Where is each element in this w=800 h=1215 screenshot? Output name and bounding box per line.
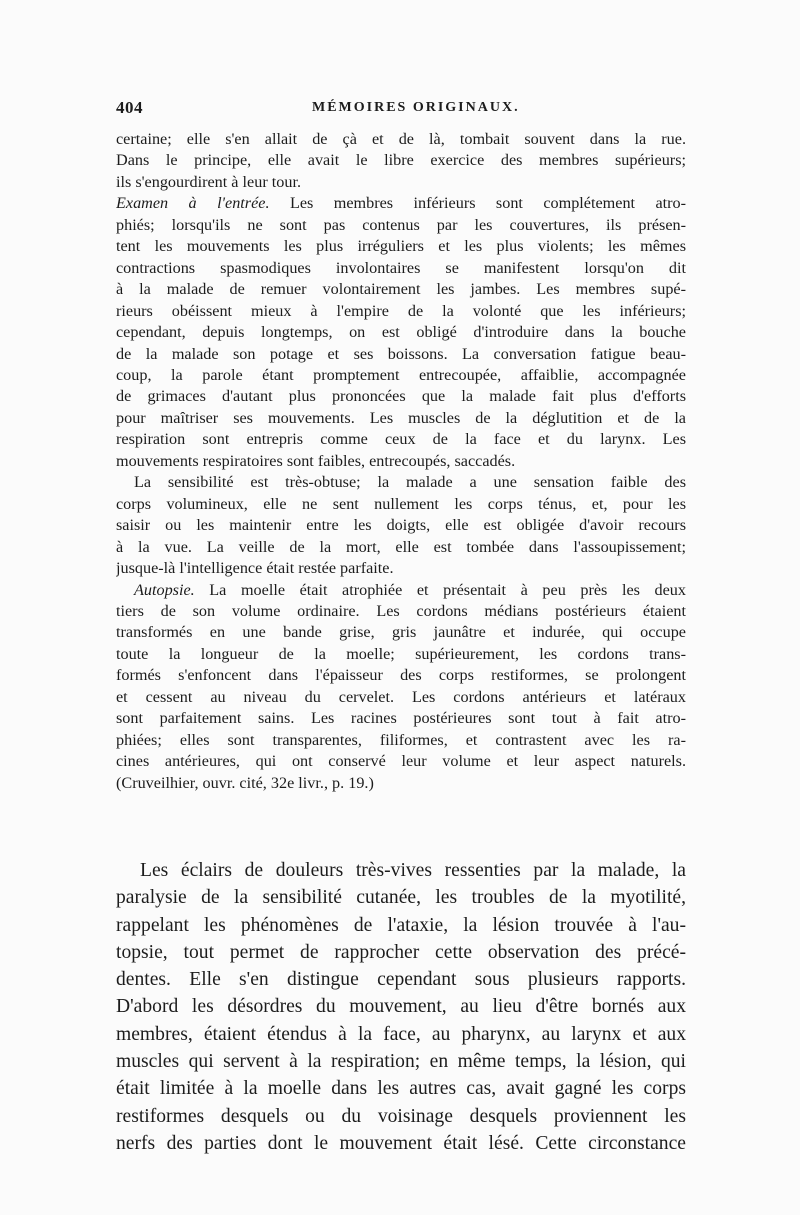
text-line-content: et cessent au niveau du cervelet. Les cordons antérieurs et latéraux (116, 687, 686, 706)
text-line-content: respiration sont entrepris comme ceux de la face et du larynx. Les (116, 430, 686, 449)
text-line-content: sont parfaitement sains. Les racines postérieures sont tout à fait atro- (116, 709, 686, 728)
text-line-content: était limitée à la moelle dans les autres cas, avait gagné les corps (116, 1078, 686, 1100)
text-line-content: rieurs obéissent mieux à l'empire de la volonté que les inférieurs; (116, 301, 686, 320)
text-line-content: de grimaces d'autant plus prononcées que la malade fait plus d'efforts (116, 387, 686, 406)
case-text-line (116, 322, 686, 343)
text-line-content: de la malade son potage et ses boissons. La conversation fatigue beau- (116, 344, 686, 363)
case-text-line (116, 515, 686, 536)
commentary-line (116, 1075, 686, 1102)
text-line-content: tent les mouvements les plus irréguliers et les plus violents; les mêmes (116, 237, 686, 256)
text-line-content: à la vue. La veille de la mort, elle est tombée dans l'assoupissement; (116, 537, 686, 556)
text-line-content: dentes. Elle s'en distingue cependant sous plusieurs rapports. (116, 969, 686, 991)
text-line-content: à la malade de remuer volontairement les jambes. Les membres supé- (116, 280, 686, 299)
case-text-line (116, 708, 686, 729)
case-text-line (116, 751, 686, 772)
case-text-line (116, 580, 686, 601)
commentary-line (116, 1048, 686, 1075)
case-text-line (116, 730, 686, 751)
text-line-content: formés s'enfoncent dans l'épaisseur des corps restiformes, se prolongent (116, 666, 686, 685)
section-label: Autopsie. (134, 580, 195, 599)
case-text-line (116, 129, 686, 150)
text-line-content: topsie, tout permet de rapprocher cette observation des précé- (116, 941, 686, 963)
text-line-content: ils s'engourdirent à leur tour. (116, 172, 301, 191)
case-text-line (116, 537, 686, 558)
case-text-line (116, 386, 686, 407)
text-line-content: paralysie de la sensibilité cutanée, les troubles de la myotilité, (116, 887, 686, 909)
commentary-line (116, 1103, 686, 1130)
text-line-content: cines antérieures, qui ont conservé leur volume et leur aspect naturels. (116, 752, 686, 771)
text-line-content: D'abord les désordres du mouvement, au lieu d'être bornés aux (116, 996, 686, 1018)
case-text-line (116, 773, 686, 794)
case-text-line (116, 601, 686, 622)
text-line-content: phiés; lorsqu'ils ne sont pas contenus par les couvertures, ils présen- (116, 215, 686, 234)
case-text-line (116, 644, 686, 665)
commentary-line (116, 993, 686, 1020)
commentary-line (116, 1021, 686, 1048)
commentary-line (116, 857, 686, 884)
page-header (116, 98, 686, 122)
case-text-line (116, 408, 686, 429)
case-text-line (116, 193, 686, 214)
text-line-content: transformés en une bande grise, gris jaunâtre et indurée, qui occupe (116, 623, 686, 642)
text-line-content: certaine; elle s'en allait de çà et de là, tombait souvent dans la rue. (116, 130, 686, 148)
text-line-content: pour maîtriser ses mouvements. Les muscles de la déglutition et de la (116, 408, 686, 427)
case-text-line (116, 687, 686, 708)
case-text-line (116, 558, 686, 579)
case-report-text (116, 129, 686, 794)
text-line-content: La moelle était atrophiée et présentait à peu près les deux (194, 580, 686, 599)
commentary-line (116, 966, 686, 993)
case-text-line (116, 215, 686, 236)
text-line-content: mouvements respiratoires sont faibles, entrecoupés, saccadés. (116, 451, 516, 470)
case-text-line (116, 344, 686, 365)
text-line-content: phiées; elles sont transparentes, filiformes, et contrastent avec les ra- (116, 730, 686, 749)
text-line-content: coup, la parole étant promptement entrecoupée, affaiblie, accompagnée (116, 365, 686, 384)
page-number: 404 (116, 98, 143, 117)
case-text-line (116, 665, 686, 686)
commentary-line (116, 1130, 686, 1157)
text-line-content: nerfs des parties dont le mouvement était lésé. Cette circonstance (116, 1132, 686, 1154)
commentary-text (116, 857, 686, 1157)
text-line-content: La sensibilité est très-obtuse; la malade a une sensation faible des (134, 473, 686, 492)
text-line-content: membres, étaient étendus à la face, au pharynx, au larynx et aux (116, 1023, 686, 1045)
text-line-content: Dans le principe, elle avait le libre exercice des membres supérieurs; (116, 151, 686, 170)
case-text-line (116, 365, 686, 386)
case-text-line (116, 301, 686, 322)
text-line-content: toute la longueur de la moelle; supérieurement, les cordons trans- (116, 644, 686, 663)
case-text-line (116, 494, 686, 515)
text-line-content: (Cruveilhier, ouvr. cité, 32e livr., p. 19.) (116, 773, 374, 792)
section-label: Examen à l'entrée. (116, 194, 270, 213)
case-text-line (116, 279, 686, 300)
case-text-line (116, 429, 686, 450)
text-line-content: tiers de son volume ordinaire. Les cordons médians postérieurs étaient (116, 601, 686, 620)
commentary-line (116, 912, 686, 939)
commentary-line (116, 884, 686, 911)
running-title: MÉMOIRES ORIGINAUX. (312, 100, 520, 115)
text-line-content: saisir ou les maintenir entre les doigts, elle est obligée d'avoir recours (116, 516, 686, 535)
text-line-content: cependant, depuis longtemps, on est obligé d'introduire dans la bouche (116, 323, 686, 342)
commentary-line (116, 939, 686, 966)
case-text-line (116, 150, 686, 171)
text-line-content: jusque-là l'intelligence était restée parfaite. (116, 559, 394, 578)
text-line-content: corps volumineux, elle ne sent nullement les corps ténus, et, pour les (116, 494, 686, 513)
case-text-line (116, 172, 686, 193)
text-line-content: rappelant les phénomènes de l'ataxie, la lésion trouvée à l'au- (116, 914, 686, 936)
case-text-line (116, 622, 686, 643)
text-line-content: Les éclairs de douleurs très-vives ressenties par la malade, la (140, 860, 686, 881)
case-text-line (116, 472, 686, 493)
case-text-line (116, 451, 686, 472)
text-line-content: muscles qui servent à la respiration; en même temps, la lésion, qui (116, 1051, 686, 1073)
text-line-content: Les membres inférieurs sont complétement atro- (269, 194, 686, 213)
case-text-line (116, 258, 686, 279)
case-text-line (116, 236, 686, 257)
text-line-content: contractions spasmodiques involontaires se manifestent lorsqu'on dit (116, 258, 686, 277)
text-line-content: restiformes desquels ou du voisinage desquels proviennent les (116, 1105, 686, 1127)
